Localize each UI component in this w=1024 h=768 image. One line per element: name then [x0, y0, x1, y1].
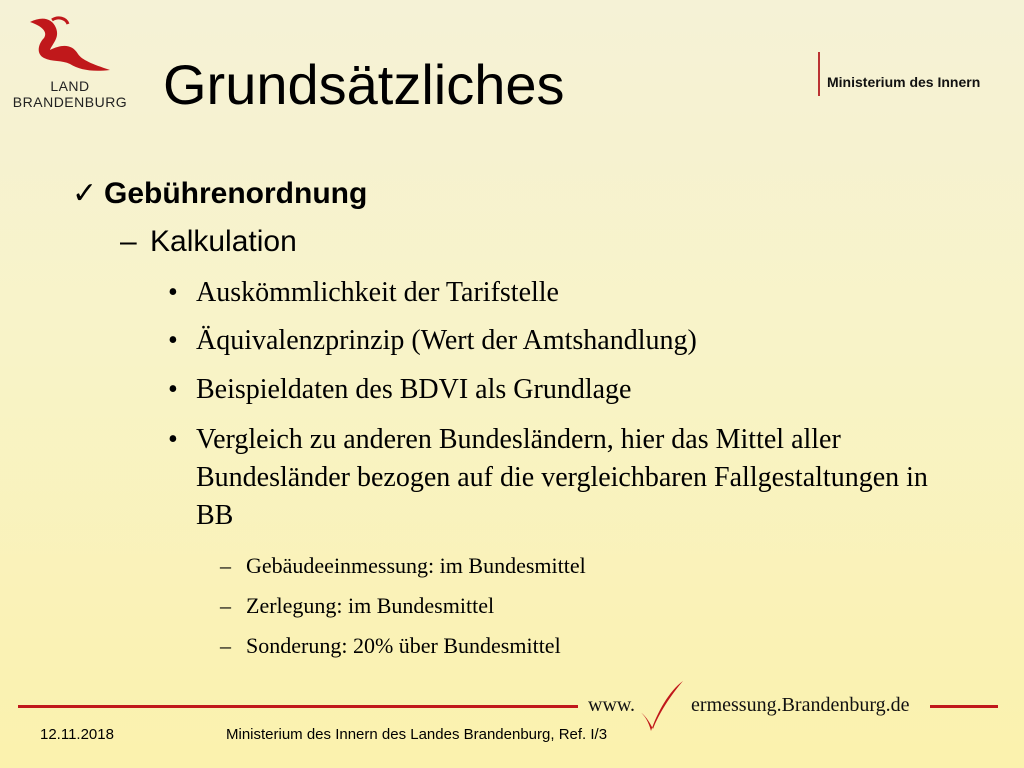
bullet-item	[168, 421, 968, 535]
footer-text: Ministerium des Innern des Landes Brandenburg, Ref. I/3	[226, 726, 608, 743]
red-eagle-icon	[22, 14, 118, 76]
level1-text: Gebührenordnung	[104, 177, 368, 210]
bullet-marker: •	[168, 374, 178, 405]
ministry-label: Ministerium des Innern	[827, 74, 981, 90]
bullet-marker: •	[168, 424, 178, 455]
logo-line-land: LAND	[50, 78, 90, 94]
web-prefix: www.	[588, 694, 636, 716]
ministry-divider	[818, 52, 820, 96]
bullet-text: Vergleich zu anderen Bundesländern, hier das Mittel aller Bundesländer bezogen auf die vergleichbaren Fallgestaltungen in BB	[196, 424, 928, 531]
sub-item	[220, 553, 586, 579]
footer-rule-left	[18, 705, 578, 708]
bullet-marker: •	[168, 277, 178, 308]
logo-line-brandenburg: BRANDENBURG	[12, 94, 128, 110]
website-link[interactable]	[588, 694, 910, 717]
dash-marker: –	[220, 593, 231, 618]
bullet-text: Äquivalenzprinzip (Wert der Amtshandlung)	[196, 325, 697, 356]
sub-item-text: Zerlegung: im Bundesmittel	[246, 593, 495, 618]
sub-item	[220, 593, 494, 619]
web-suffix: ermessung.Brandenburg.de	[691, 694, 910, 716]
sub-item-text: Gebäudeeinmessung: im Bundesmittel	[246, 553, 586, 578]
sub-item	[220, 633, 561, 659]
bullet-item	[168, 322, 998, 360]
level2-text: Kalkulation	[150, 225, 297, 258]
brandenburg-logo	[6, 14, 134, 114]
level1-item	[72, 176, 367, 211]
checkmark-icon: ✓	[72, 177, 98, 210]
bullet-item	[168, 274, 998, 312]
dash-marker: –	[220, 633, 231, 658]
bullet-text: Auskömmlichkeit der Tarifstelle	[196, 277, 559, 308]
dash-marker: –	[220, 553, 231, 578]
dash-marker: –	[120, 225, 137, 258]
footer-date: 12.11.2018	[40, 726, 114, 743]
level2-item	[120, 225, 297, 259]
footer-rule-right	[930, 705, 998, 708]
sub-item-text: Sonderung: 20% über Bundesmittel	[246, 633, 561, 658]
bullet-text: Beispieldaten des BDVI als Grundlage	[196, 374, 632, 405]
bullet-marker: •	[168, 325, 178, 356]
bullet-item	[168, 371, 998, 409]
slide-title: Grundsätzliches	[163, 53, 565, 116]
